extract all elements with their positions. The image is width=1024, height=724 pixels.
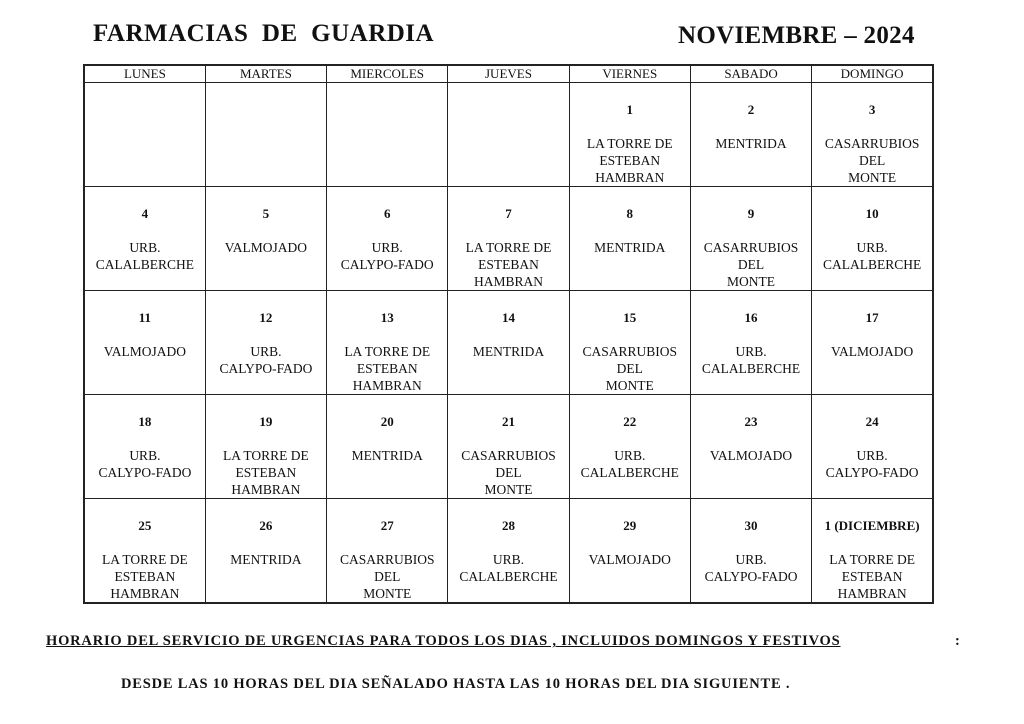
pharmacy-name: MENTRIDA [715, 136, 787, 151]
day-cell [812, 83, 933, 187]
day-number: 25 [138, 518, 152, 533]
day-cell [205, 187, 326, 291]
day-number: 2 [747, 102, 755, 117]
pharmacy-name: LA TORRE DE ESTEBAN HAMBRAN [102, 552, 188, 601]
day-cell [205, 83, 326, 187]
day-cell [205, 395, 326, 499]
pharmacy-name: MENTRIDA [230, 552, 302, 567]
day-cell [569, 395, 690, 499]
schedule-heading-colon: : [955, 633, 960, 649]
calendar-body [84, 83, 933, 604]
day-number: 7 [505, 206, 512, 221]
day-cell [812, 499, 933, 604]
pharmacy-name: CASARRUBIOS DEL MONTE [339, 552, 435, 601]
day-cell [812, 187, 933, 291]
day-number: 13 [380, 310, 394, 325]
day-number: 16 [744, 310, 758, 325]
day-cell [448, 291, 569, 395]
weekday-header: LUNES [84, 65, 205, 83]
pharmacy-name: MENTRIDA [472, 344, 545, 359]
day-cell [569, 83, 690, 187]
day-number: 14 [501, 310, 515, 325]
week-row [84, 187, 933, 291]
day-number: 26 [259, 518, 273, 533]
duty-calendar-table [83, 64, 934, 604]
day-number: 4 [141, 206, 149, 221]
pharmacy-name: LA TORRE DE ESTEBAN HAMBRAN [223, 448, 309, 497]
day-cell [690, 291, 811, 395]
day-number: 29 [623, 518, 637, 533]
pharmacy-name: URB. CALALBERCHE [95, 240, 195, 272]
day-number: 12 [259, 310, 273, 325]
day-number: 3 [868, 102, 876, 117]
week-row [84, 83, 933, 187]
day-number: 15 [623, 310, 637, 325]
day-number: 11 [138, 310, 152, 325]
pharmacy-name: MENTRIDA [594, 240, 666, 255]
day-number: 9 [747, 206, 755, 221]
pharmacy-name: URB. CALALBERCHE [822, 240, 922, 272]
day-cell [690, 395, 811, 499]
day-number: 1 (DICIEMBRE) [824, 518, 920, 533]
pharmacy-name: VALMOJADO [709, 448, 793, 463]
day-number: 27 [380, 518, 394, 533]
day-cell [84, 187, 205, 291]
week-row [84, 395, 933, 499]
pharmacy-name: VALMOJADO [103, 344, 187, 359]
schedule-detail: DESDE LAS 10 HORAS DEL DIA SEÑALADO HASTA LAS 10 HORAS DEL DIA SIGUIENTE . [121, 676, 791, 692]
day-cell [84, 83, 205, 187]
pharmacy-name: CASARRUBIOS DEL MONTE [582, 344, 678, 393]
page-title: FARMACIAS DE GUARDIA [93, 20, 435, 47]
pharmacy-name: URB. CALYPO-FADO [219, 344, 313, 376]
weekday-header: JUEVES [448, 65, 569, 83]
weekday-header: SABADO [690, 65, 811, 83]
weekday-header: VIERNES [569, 65, 690, 83]
day-number: 21 [501, 414, 515, 429]
pharmacy-name: VALMOJADO [830, 344, 914, 359]
day-number: 8 [626, 206, 634, 221]
day-cell [327, 499, 448, 604]
day-cell [327, 83, 448, 187]
day-number: 17 [865, 310, 879, 325]
pharmacy-name: VALMOJADO [588, 552, 671, 567]
day-cell [84, 291, 205, 395]
pharmacy-name: MENTRIDA [351, 448, 423, 463]
pharmacy-name: URB. CALYPO-FADO [98, 448, 192, 480]
pharmacy-name: CASARRUBIOS DEL MONTE [824, 136, 920, 185]
week-row [84, 499, 933, 604]
day-cell [812, 395, 933, 499]
weekday-header: MARTES [205, 65, 326, 83]
day-number: 20 [380, 414, 394, 429]
day-cell [84, 499, 205, 604]
day-number: 24 [865, 414, 879, 429]
day-cell [448, 187, 569, 291]
day-number: 28 [501, 518, 515, 533]
pharmacy-name: LA TORRE DE ESTEBAN HAMBRAN [586, 136, 673, 185]
day-number: 22 [623, 414, 637, 429]
pharmacy-name: URB. CALYPO-FADO [825, 448, 919, 480]
day-cell [327, 187, 448, 291]
day-cell [448, 395, 569, 499]
day-cell [327, 291, 448, 395]
day-cell [84, 395, 205, 499]
day-cell [448, 83, 569, 187]
week-row [84, 291, 933, 395]
day-number: 23 [744, 414, 758, 429]
pharmacy-name: LA TORRE DE ESTEBAN HAMBRAN [829, 552, 915, 601]
day-cell [812, 291, 933, 395]
day-cell [205, 291, 326, 395]
pharmacy-name: VALMOJADO [224, 240, 308, 255]
pharmacy-name: CASARRUBIOS DEL MONTE [461, 448, 556, 497]
day-cell [327, 395, 448, 499]
pharmacy-name: URB. CALALBERCHE [701, 344, 801, 376]
pharmacy-name: LA TORRE DE ESTEBAN HAMBRAN [465, 240, 552, 289]
day-cell [448, 499, 569, 604]
day-cell [690, 83, 811, 187]
pharmacy-name: LA TORRE DE ESTEBAN HAMBRAN [344, 344, 431, 393]
day-cell [569, 291, 690, 395]
day-number: 5 [262, 206, 270, 221]
pharmacy-name: URB. CALALBERCHE [580, 448, 679, 480]
pharmacy-name: URB. CALYPO-FADO [340, 240, 434, 272]
day-number: 6 [383, 206, 391, 221]
day-number: 10 [865, 206, 879, 221]
month-year: NOVIEMBRE – 2024 [678, 22, 915, 49]
day-cell [569, 187, 690, 291]
day-cell [569, 499, 690, 604]
pharmacy-name: URB. CALYPO-FADO [704, 552, 798, 584]
schedule-heading: HORARIO DEL SERVICIO DE URGENCIAS PARA TODOS LOS DIAS , INCLUIDOS DOMINGOS Y FESTIVOS [46, 633, 841, 649]
weekday-header-row [84, 65, 933, 83]
day-cell [690, 187, 811, 291]
day-number: 30 [744, 518, 758, 533]
day-cell [205, 499, 326, 604]
day-cell [690, 499, 811, 604]
day-number: 1 [626, 102, 634, 117]
weekday-header: MIERCOLES [327, 65, 448, 83]
day-number: 19 [259, 414, 273, 429]
pharmacy-name: URB. CALALBERCHE [459, 552, 558, 584]
day-number: 18 [138, 414, 152, 429]
weekday-header: DOMINGO [812, 65, 933, 83]
pharmacy-name: CASARRUBIOS DEL MONTE [703, 240, 799, 289]
